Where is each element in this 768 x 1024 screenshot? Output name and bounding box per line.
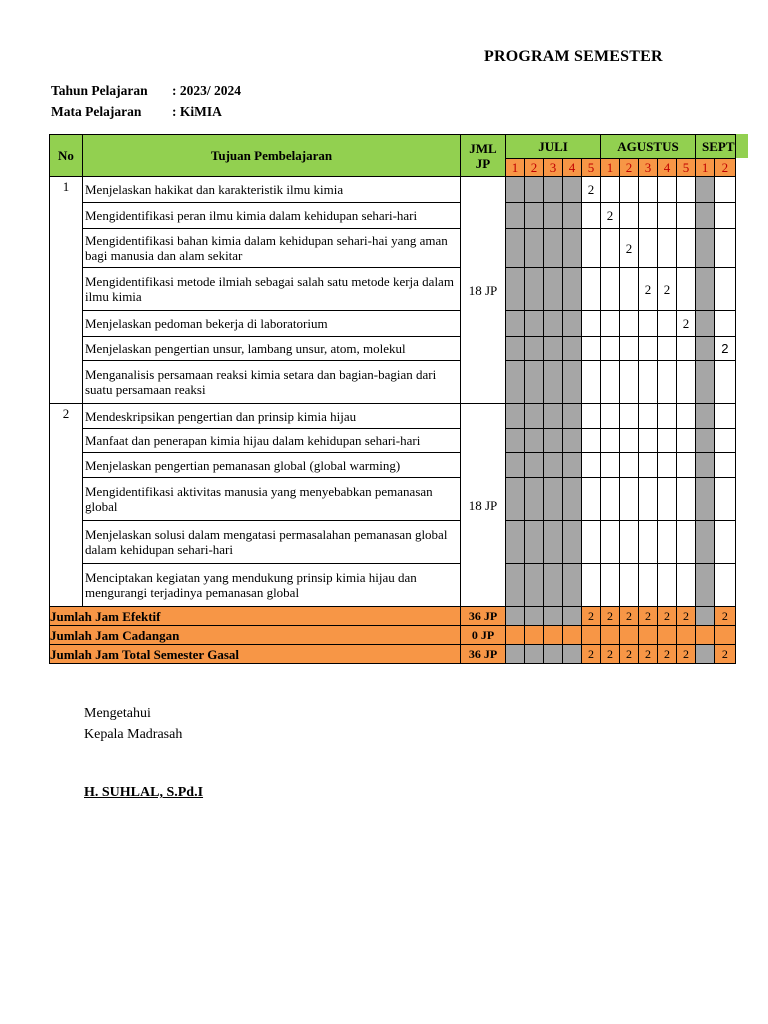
table-row <box>50 478 736 521</box>
week-cell <box>601 311 620 337</box>
week-cell: 2 <box>677 311 696 337</box>
week-cell <box>506 203 525 229</box>
header-month-sept: SEPT <box>696 135 736 159</box>
week-header-cell: 5 <box>582 159 601 177</box>
week-cell <box>677 521 696 564</box>
week-header-cell: 4 <box>563 159 582 177</box>
week-cell <box>677 177 696 203</box>
week-cell <box>677 337 696 361</box>
week-cell <box>582 453 601 478</box>
week-cell <box>639 404 658 429</box>
week-cell <box>696 564 715 607</box>
week-cell <box>563 478 582 521</box>
week-cell <box>620 311 639 337</box>
mata-pelajaran-row <box>51 104 222 120</box>
week-cell <box>601 404 620 429</box>
table-row <box>50 311 736 337</box>
week-header-cell: 2 <box>715 159 735 177</box>
week-cell <box>639 429 658 453</box>
week-cell <box>563 177 582 203</box>
table-row <box>50 564 736 607</box>
summary-cell <box>506 607 525 626</box>
week-header-cell: 1 <box>601 159 620 177</box>
week-cell <box>658 311 677 337</box>
week-cell <box>582 521 601 564</box>
header-month-agustus: AGUSTUS <box>601 135 696 159</box>
summary-cell: 2 <box>639 645 658 664</box>
table-body <box>50 177 736 664</box>
week-cell <box>677 453 696 478</box>
week-cell <box>658 229 677 268</box>
week-cell <box>658 361 677 404</box>
week-cell <box>601 268 620 311</box>
week-cell <box>582 429 601 453</box>
summary-jp: 36 JP <box>461 645 506 664</box>
week-cell <box>563 268 582 311</box>
tujuan-pembelajaran: Mengidentifikasi peran ilmu kimia dalam kehidupan sehari-hari <box>83 203 461 229</box>
week-cell <box>544 564 563 607</box>
summary-cell: 2 <box>601 607 620 626</box>
week-cell <box>525 564 544 607</box>
week-cell <box>544 268 563 311</box>
summary-cell <box>525 626 544 645</box>
tujuan-pembelajaran: Mendeskripsikan pengertian dan prinsip kimia hijau <box>83 404 461 429</box>
tahun-pelajaran-row <box>51 83 241 99</box>
week-cell <box>715 521 735 564</box>
week-cell <box>525 521 544 564</box>
table-row <box>50 429 736 453</box>
week-cell <box>696 453 715 478</box>
table-row <box>50 337 736 361</box>
week-cell <box>658 203 677 229</box>
week-cell <box>525 429 544 453</box>
week-header-cell: 5 <box>677 159 696 177</box>
summary-cell <box>601 626 620 645</box>
week-cell <box>620 564 639 607</box>
week-cell <box>639 361 658 404</box>
summary-cell: 2 <box>715 607 735 626</box>
week-cell <box>639 311 658 337</box>
summary-cell: 2 <box>620 645 639 664</box>
week-cell <box>620 404 639 429</box>
summary-cell: 2 <box>677 645 696 664</box>
summary-jp: 36 JP <box>461 607 506 626</box>
week-cell <box>658 478 677 521</box>
program-semester-table <box>49 134 736 664</box>
week-header-cell: 1 <box>696 159 715 177</box>
summary-cell: 2 <box>582 607 601 626</box>
week-cell <box>582 268 601 311</box>
signature-role: Kepala Madrasah <box>84 727 183 742</box>
week-cell <box>715 564 735 607</box>
week-cell <box>639 229 658 268</box>
summary-cell <box>525 607 544 626</box>
week-cell <box>715 404 735 429</box>
summary-cell <box>696 645 715 664</box>
week-cell <box>715 268 735 311</box>
group-number: 2 <box>50 404 83 607</box>
week-cell <box>601 564 620 607</box>
week-cell <box>506 564 525 607</box>
week-cell <box>525 268 544 311</box>
week-cell <box>563 521 582 564</box>
week-cell <box>601 361 620 404</box>
summary-cell <box>506 645 525 664</box>
week-cell <box>506 404 525 429</box>
week-cell <box>563 453 582 478</box>
week-cell <box>525 203 544 229</box>
week-cell <box>506 177 525 203</box>
week-cell <box>544 361 563 404</box>
tujuan-pembelajaran: Mengidentifikasi metode ilmiah sebagai salah satu metode kerja dalam ilmu kimia <box>83 268 461 311</box>
week-cell <box>715 478 735 521</box>
week-cell <box>658 337 677 361</box>
week-cell: 2 <box>601 203 620 229</box>
tujuan-pembelajaran: Manfaat dan penerapan kimia hijau dalam kehidupan sehari-hari <box>83 429 461 453</box>
week-cell <box>601 453 620 478</box>
week-cell <box>506 453 525 478</box>
tujuan-pembelajaran: Mengidentifikasi bahan kimia dalam kehidupan sehari-hai yang aman bagi manusia dan alam sekitar <box>83 229 461 268</box>
summary-cell <box>677 626 696 645</box>
week-header-cell: 3 <box>639 159 658 177</box>
week-cell <box>601 177 620 203</box>
week-cell <box>544 404 563 429</box>
week-cell <box>715 311 735 337</box>
week-cell <box>525 404 544 429</box>
week-cell <box>696 268 715 311</box>
tujuan-pembelajaran: Menjelaskan solusi dalam mengatasi permasalahan pemanasan global dalam kehidupan sehari-hari <box>83 521 461 564</box>
week-cell <box>620 429 639 453</box>
mata-pelajaran-label: Mata Pelajaran <box>51 104 142 119</box>
week-cell <box>544 229 563 268</box>
summary-cell: 2 <box>658 607 677 626</box>
week-cell <box>696 337 715 361</box>
week-cell <box>658 177 677 203</box>
summary-cell <box>563 607 582 626</box>
week-cell <box>601 478 620 521</box>
week-cell <box>601 229 620 268</box>
week-cell <box>544 521 563 564</box>
tujuan-pembelajaran: Mengidentifikasi aktivitas manusia yang menyebabkan pemanasan global <box>83 478 461 521</box>
header-month-juli: JULI <box>506 135 601 159</box>
week-cell <box>563 203 582 229</box>
week-cell <box>544 203 563 229</box>
header-tujuan: Tujuan Pembelajaran <box>83 135 461 177</box>
week-cell <box>677 478 696 521</box>
week-cell <box>639 453 658 478</box>
week-cell <box>696 429 715 453</box>
week-cell <box>563 311 582 337</box>
week-cell <box>658 404 677 429</box>
week-cell <box>620 268 639 311</box>
week-cell <box>715 361 735 404</box>
table-row <box>50 177 736 203</box>
week-cell <box>525 229 544 268</box>
tujuan-pembelajaran: Menjelaskan pengertian unsur, lambang unsur, atom, molekul <box>83 337 461 361</box>
tujuan-pembelajaran: Menjelaskan hakikat dan karakteristik ilmu kimia <box>83 177 461 203</box>
week-cell <box>506 478 525 521</box>
week-cell <box>506 311 525 337</box>
page-title: PROGRAM SEMESTER <box>484 48 663 65</box>
week-cell <box>582 404 601 429</box>
week-cell <box>715 177 735 203</box>
week-cell <box>506 429 525 453</box>
week-cell <box>639 564 658 607</box>
week-cell <box>544 429 563 453</box>
week-cell <box>620 337 639 361</box>
week-cell <box>563 564 582 607</box>
summary-cell <box>544 607 563 626</box>
week-cell <box>582 311 601 337</box>
week-cell <box>525 337 544 361</box>
week-cell <box>620 203 639 229</box>
week-cell: 2 <box>639 268 658 311</box>
header-jml-jp: JML JP <box>461 135 506 177</box>
week-cell <box>525 311 544 337</box>
week-cell <box>506 521 525 564</box>
summary-row <box>50 626 736 645</box>
summary-cell <box>544 626 563 645</box>
week-cell <box>715 453 735 478</box>
week-header-cell: 2 <box>620 159 639 177</box>
week-cell <box>696 521 715 564</box>
summary-cell: 2 <box>620 607 639 626</box>
week-cell <box>506 229 525 268</box>
summary-cell <box>525 645 544 664</box>
week-cell: 2 <box>658 268 677 311</box>
week-cell <box>715 229 735 268</box>
summary-cell: 2 <box>582 645 601 664</box>
week-cell <box>563 404 582 429</box>
week-cell <box>677 564 696 607</box>
group-jml-jp: 18 JP <box>461 404 506 607</box>
week-cell <box>696 311 715 337</box>
summary-cell <box>563 645 582 664</box>
table-row <box>50 521 736 564</box>
week-cell <box>639 203 658 229</box>
week-cell <box>639 478 658 521</box>
week-cell <box>601 337 620 361</box>
summary-cell <box>639 626 658 645</box>
week-cell <box>658 453 677 478</box>
week-cell <box>563 337 582 361</box>
week-cell <box>696 361 715 404</box>
signature-mengetahui: Mengetahui <box>84 706 151 721</box>
week-cell <box>544 337 563 361</box>
week-cell <box>677 229 696 268</box>
table-row <box>50 404 736 429</box>
week-cell <box>582 229 601 268</box>
week-cell <box>658 429 677 453</box>
summary-label: Jumlah Jam Efektif <box>50 607 461 626</box>
tujuan-pembelajaran: Menganalisis persamaan reaksi kimia setara dan bagian-bagian dari suatu persamaan reaksi <box>83 361 461 404</box>
summary-jp: 0 JP <box>461 626 506 645</box>
summary-cell <box>582 626 601 645</box>
summary-cell <box>658 626 677 645</box>
week-header-cell: 4 <box>658 159 677 177</box>
week-cell <box>715 429 735 453</box>
week-cell <box>715 203 735 229</box>
week-cell: 2 <box>582 177 601 203</box>
week-header-cell: 2 <box>525 159 544 177</box>
summary-cell <box>563 626 582 645</box>
group-number: 1 <box>50 177 83 404</box>
table-row <box>50 268 736 311</box>
week-cell <box>601 521 620 564</box>
week-cell <box>696 404 715 429</box>
tujuan-pembelajaran: Menjelaskan pengertian pemanasan global (global warming) <box>83 453 461 478</box>
week-cell <box>696 478 715 521</box>
summary-cell: 2 <box>715 645 735 664</box>
group-jml-jp: 18 JP <box>461 177 506 404</box>
week-cell <box>563 429 582 453</box>
header-no: No <box>50 135 83 177</box>
week-cell <box>658 521 677 564</box>
week-cell <box>544 453 563 478</box>
week-cell <box>544 177 563 203</box>
week-cell <box>620 177 639 203</box>
summary-cell <box>696 607 715 626</box>
week-cell <box>525 361 544 404</box>
week-cell <box>620 478 639 521</box>
week-cell <box>677 268 696 311</box>
summary-cell <box>506 626 525 645</box>
summary-cell: 2 <box>658 645 677 664</box>
week-cell <box>563 361 582 404</box>
week-cell <box>696 229 715 268</box>
week-cell: 2 <box>715 337 735 361</box>
tahun-pelajaran-label: Tahun Pelajaran <box>51 83 148 98</box>
table-row <box>50 203 736 229</box>
week-cell <box>582 564 601 607</box>
week-cell <box>639 521 658 564</box>
week-cell <box>620 453 639 478</box>
week-cell <box>506 268 525 311</box>
week-cell <box>506 361 525 404</box>
week-header-cell: 3 <box>544 159 563 177</box>
week-cell <box>582 478 601 521</box>
week-cell: 2 <box>620 229 639 268</box>
summary-label: Jumlah Jam Cadangan <box>50 626 461 645</box>
week-cell <box>582 337 601 361</box>
week-cell <box>525 478 544 521</box>
table-row <box>50 453 736 478</box>
week-cell <box>677 203 696 229</box>
summary-row <box>50 607 736 626</box>
summary-row <box>50 645 736 664</box>
summary-cell <box>715 626 735 645</box>
week-header-cell: 1 <box>506 159 525 177</box>
tahun-pelajaran-value: : 2023/ 2024 <box>172 83 241 98</box>
week-cell <box>658 564 677 607</box>
signature-name: H. SUHLAL, S.Pd.I <box>84 785 204 800</box>
summary-cell: 2 <box>601 645 620 664</box>
week-cell <box>677 429 696 453</box>
mata-pelajaran-value: : KiMIA <box>172 104 222 119</box>
week-cell <box>506 337 525 361</box>
week-cell <box>620 521 639 564</box>
summary-cell: 2 <box>677 607 696 626</box>
summary-cell <box>696 626 715 645</box>
week-cell <box>544 478 563 521</box>
week-cell <box>677 361 696 404</box>
week-cell <box>582 203 601 229</box>
week-cell <box>620 361 639 404</box>
week-cell <box>563 229 582 268</box>
summary-cell <box>544 645 563 664</box>
tujuan-pembelajaran: Menciptakan kegiatan yang mendukung prinsip kimia hijau dan mengurangi terjadinya pemanasan global <box>83 564 461 607</box>
week-cell <box>639 177 658 203</box>
week-cell <box>696 177 715 203</box>
week-cell <box>696 203 715 229</box>
summary-label: Jumlah Jam Total Semester Gasal <box>50 645 461 664</box>
week-cell <box>639 337 658 361</box>
summary-cell: 2 <box>639 607 658 626</box>
table-row <box>50 361 736 404</box>
tujuan-pembelajaran: Menjelaskan pedoman bekerja di laboratorium <box>83 311 461 337</box>
week-cell <box>544 311 563 337</box>
week-cell <box>601 429 620 453</box>
week-cell <box>677 404 696 429</box>
week-cell <box>525 453 544 478</box>
summary-cell <box>620 626 639 645</box>
week-cell <box>582 361 601 404</box>
week-cell <box>525 177 544 203</box>
table-row <box>50 229 736 268</box>
